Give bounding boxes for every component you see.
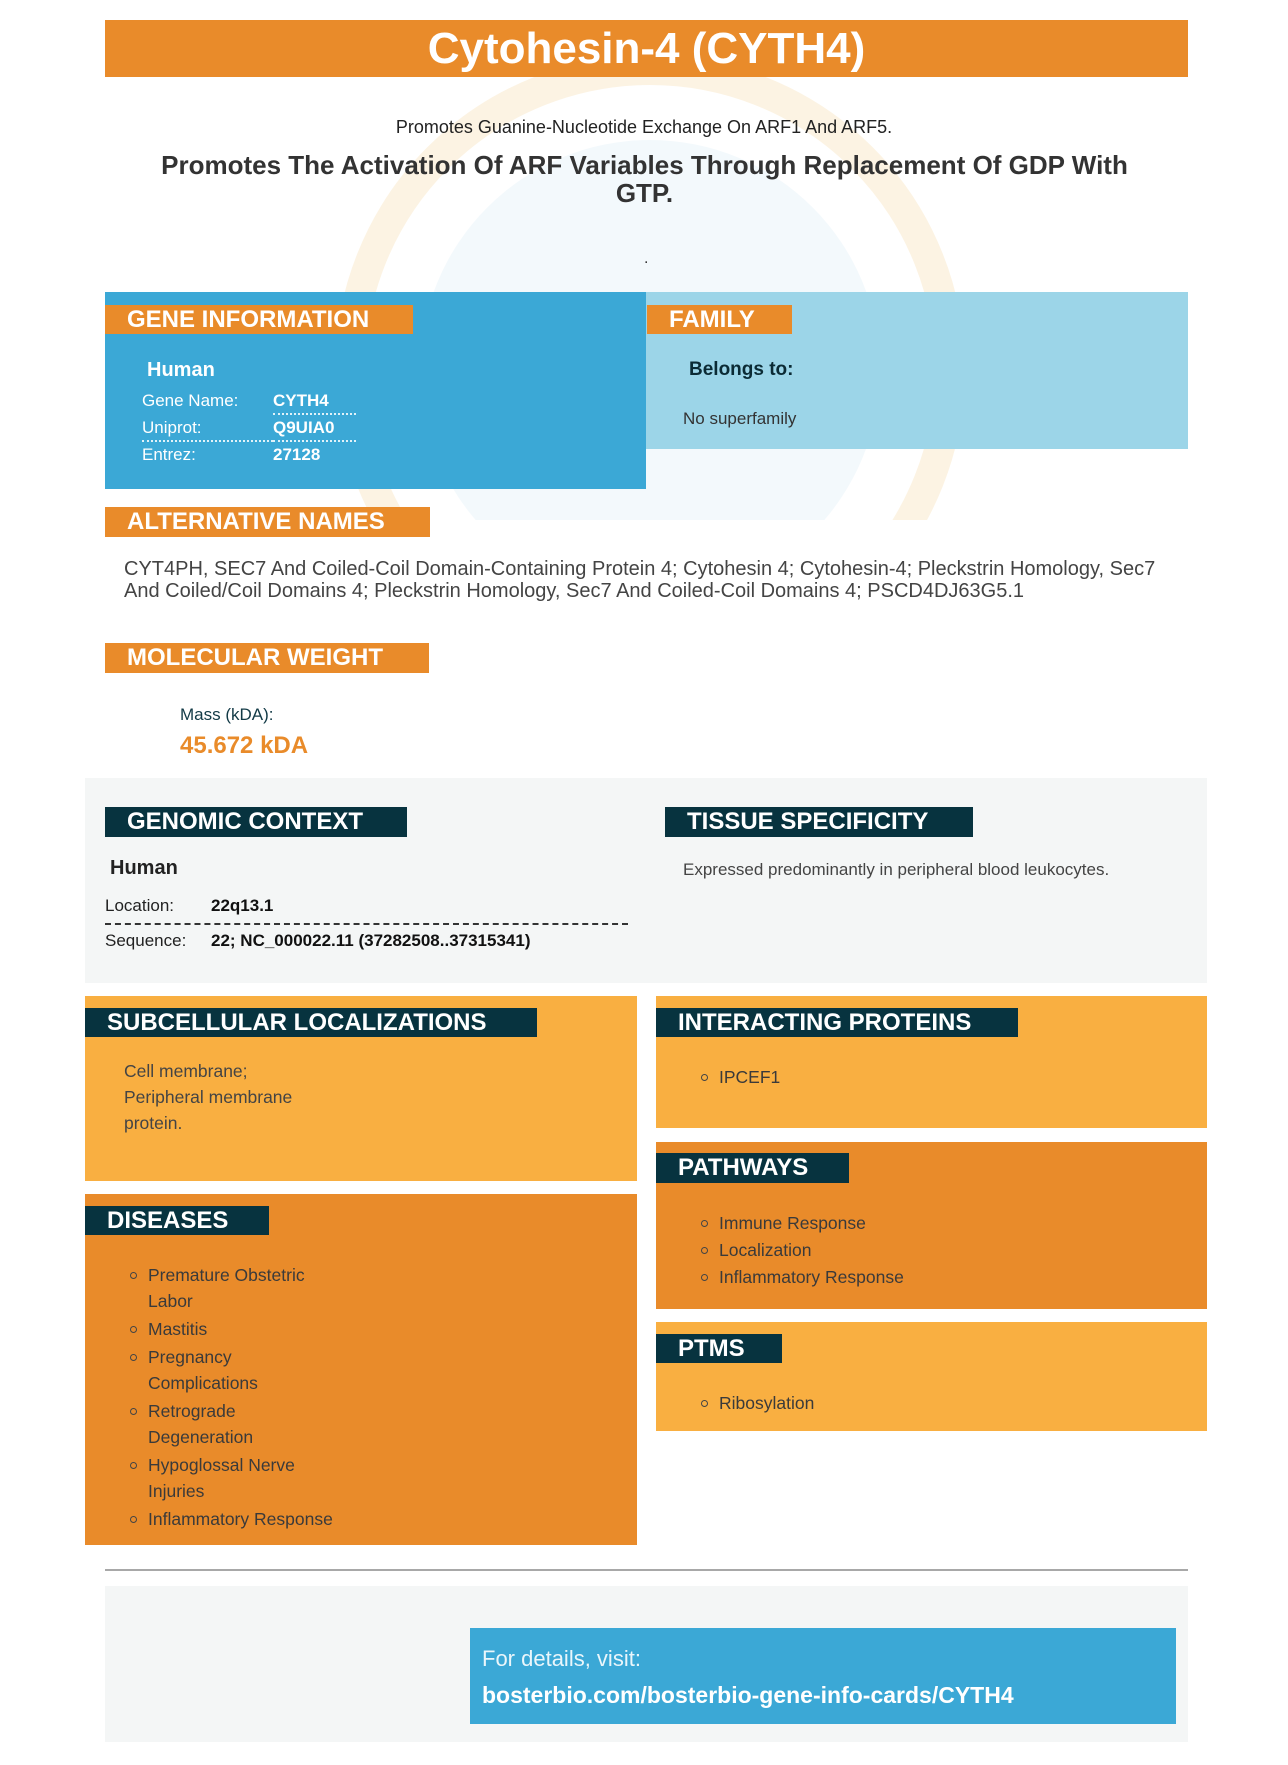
mass-label: Mass (kDA):	[180, 705, 274, 724]
gene-name-value: CYTH4	[273, 388, 356, 415]
interacting-proteins-list	[701, 1064, 780, 1090]
ptms-heading: PTMS	[656, 1334, 782, 1363]
gene-information-heading: GENE INFORMATION	[105, 305, 413, 334]
pathways-heading: PATHWAYS	[656, 1153, 849, 1183]
function-description: Promotes The Activation Of ARF Variables Through Replacement Of GDP With GTP.	[161, 150, 1128, 208]
details-link[interactable]: bosterbio.com/bosterbio-gene-info-cards/CYTH4	[482, 1682, 1014, 1708]
subcellular-localizations-heading: SUBCELLULAR LOCALIZATIONS	[85, 1008, 537, 1037]
page-title: Cytohesin-4 (CYTH4)	[105, 20, 1188, 77]
list-item: Mastitis	[130, 1316, 339, 1342]
sequence-value: 22; NC_000022.11 (37282508..37315341)	[211, 931, 531, 950]
mass-value: 45.672 kDA	[180, 732, 309, 759]
list-item: Ribosylation	[701, 1390, 814, 1416]
entrez-label: Entrez:	[142, 445, 196, 464]
details-callout	[470, 1628, 1176, 1724]
list-item: Premature Obstetric Labor	[130, 1262, 339, 1314]
gene-information-panel	[105, 292, 646, 489]
pathways-box	[656, 1142, 1207, 1309]
footer	[105, 1586, 1188, 1742]
family-panel	[646, 292, 1188, 449]
ptms-list	[701, 1390, 814, 1416]
location-divider	[105, 923, 628, 925]
list-item: Inflammatory Response	[701, 1264, 904, 1291]
tissue-specificity-text: Expressed predominantly in peripheral blood leukocytes.	[683, 860, 1110, 879]
diseases-list	[130, 1262, 339, 1534]
list-item: IPCEF1	[701, 1064, 780, 1090]
gene-name-label: Gene Name:	[142, 391, 239, 410]
sequence-label: Sequence:	[105, 931, 187, 950]
footer-divider	[105, 1569, 1188, 1571]
diseases-heading: DISEASES	[85, 1206, 269, 1235]
pathways-list	[701, 1210, 904, 1291]
list-item: Retrograde Degeneration	[130, 1398, 339, 1450]
interacting-proteins-heading: INTERACTING PROTEINS	[656, 1008, 1018, 1037]
belongs-to-label: Belongs to:	[689, 359, 794, 380]
uniprot-value: Q9UIA0	[273, 415, 356, 442]
uniprot-row	[142, 415, 356, 442]
alternative-names-heading: ALTERNATIVE NAMES	[105, 507, 430, 537]
family-heading: FAMILY	[647, 305, 792, 334]
details-prompt: For details, visit:	[482, 1646, 641, 1671]
interacting-proteins-box	[656, 996, 1207, 1128]
description-note: .	[644, 250, 649, 267]
entrez-row	[142, 442, 356, 469]
gene-name-row	[142, 388, 356, 415]
location-label: Location:	[105, 896, 174, 915]
diseases-box	[85, 1194, 637, 1545]
molecular-weight-heading: MOLECULAR WEIGHT	[105, 643, 429, 673]
genomic-tissue-section	[85, 778, 1207, 983]
location-value: 22q13.1	[211, 896, 274, 915]
uniprot-label: Uniprot:	[142, 415, 273, 442]
function-summary: Promotes Guanine-Nucleotide Exchange On ARF1 And ARF5.	[395, 117, 893, 137]
genomic-context-heading: GENOMIC CONTEXT	[105, 807, 407, 837]
list-item: Pregnancy Complications	[130, 1344, 339, 1396]
entrez-value: 27128	[273, 445, 321, 464]
tissue-specificity-heading: TISSUE SPECIFICITY	[665, 807, 973, 837]
gene-information-table	[142, 388, 356, 469]
list-item: Immune Response	[701, 1210, 904, 1237]
list-item: Localization	[701, 1237, 904, 1264]
list-item: Hypoglossal Nerve Injuries	[130, 1452, 339, 1504]
alternative-names-text: CYT4PH, SEC7 And Coiled-Coil Domain-Containing Protein 4; Cytohesin 4; Cytohesin-4; Pleckstrin Homology, Sec7 And Coiled/Coil Domains 4; Pleckstrin Homology, Sec7 And Coiled-Coil Domains 4; PSCD4DJ63G5.1	[124, 558, 1156, 602]
subcellular-localizations-box	[85, 996, 637, 1181]
ptms-box	[656, 1322, 1207, 1431]
subcellular-localizations-text: Cell membrane; Peripheral membrane protein.	[124, 1061, 293, 1133]
list-item: Inflammatory Response	[130, 1506, 339, 1532]
gene-species: Human	[147, 359, 215, 381]
family-value: No superfamily	[683, 409, 797, 428]
genomic-species: Human	[110, 857, 178, 879]
